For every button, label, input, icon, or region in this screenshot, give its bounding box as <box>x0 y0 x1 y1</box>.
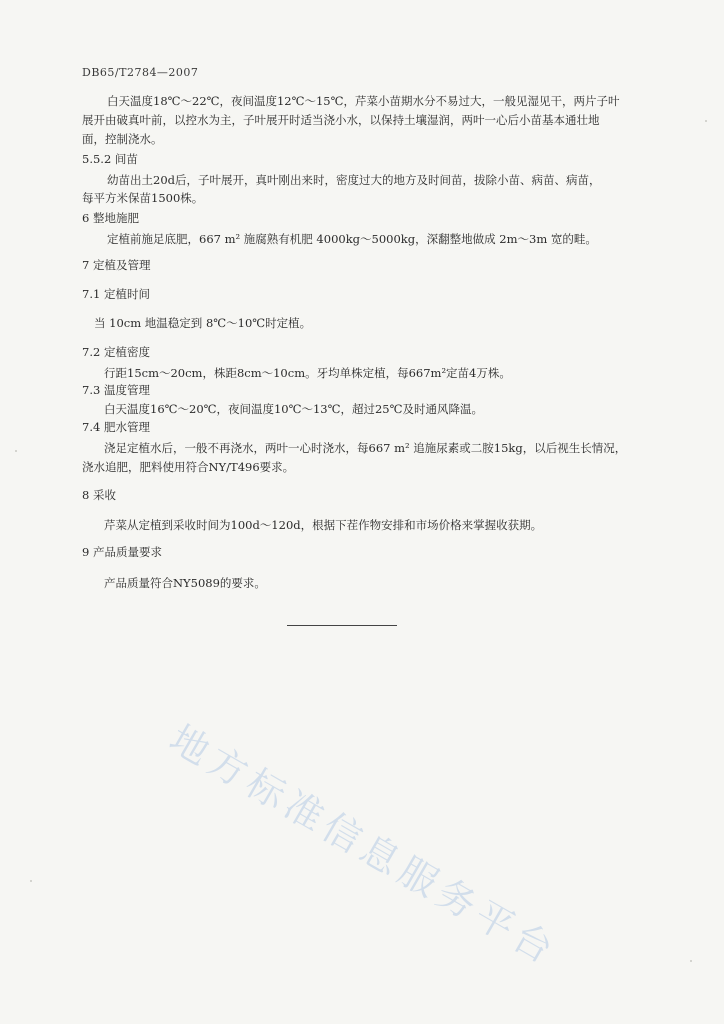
paragraph-line: 每平方米保苗1500株。 <box>82 191 204 205</box>
section-heading-7-1: 7.1 定植时间 <box>82 287 150 301</box>
section-heading-8: 8 采收 <box>82 488 116 502</box>
watermark: 地方标准信息服务平台 <box>162 716 566 975</box>
section-heading-9: 9 产品质量要求 <box>82 545 162 559</box>
section-heading-7: 7 定植及管理 <box>82 258 151 272</box>
section-heading-7-3: 7.3 温度管理 <box>82 383 150 397</box>
section-heading-7-4: 7.4 肥水管理 <box>82 420 150 434</box>
scan-speck <box>30 880 32 882</box>
paragraph-line: 产品质量符合NY5089的要求。 <box>104 576 266 590</box>
section-heading-6: 6 整地施肥 <box>82 211 139 225</box>
section-heading-5-5-2: 5.5.2 间苗 <box>82 152 138 166</box>
standard-code: DB65/T2784—2007 <box>82 66 199 79</box>
paragraph-line: 展开由破真叶前，以控水为主，子叶展开时适当浇小水，以保持土壤湿润，两叶一心后小苗基本通壮地 <box>82 113 600 127</box>
section-heading-7-2: 7.2 定植密度 <box>82 345 150 359</box>
end-rule <box>287 625 397 626</box>
paragraph-line: 行距15cm～20cm，株距8cm～10cm。牙均单株定植，每667m²定苗4万株。 <box>104 366 511 380</box>
paragraph-line: 定植前施足底肥，667 m² 施腐熟有机肥 4000kg～5000kg，深翻整地做成 2m～3m 宽的畦。 <box>107 232 597 246</box>
paragraph-line: 浇水追肥，肥料使用符合NY/T496要求。 <box>82 460 295 474</box>
scan-speck <box>690 960 692 962</box>
paragraph-line: 浇足定植水后，一般不再浇水，两叶一心时浇水，每667 m² 追施尿素或二胺15kg，以后视生长情况， <box>104 441 627 455</box>
paragraph-line: 芹菜从定植到采收时间为100d～120d，根据下茬作物安排和市场价格来掌握收获期。 <box>104 518 543 532</box>
paragraph-line: 当 10cm 地温稳定到 8℃～10℃时定植。 <box>94 316 312 330</box>
scan-speck <box>15 450 17 452</box>
scan-speck <box>705 120 707 122</box>
paragraph-line: 白天温度18℃～22℃，夜间温度12℃～15℃，芹菜小苗期水分不易过大，一般见湿见干，两片子叶 <box>107 94 620 108</box>
paragraph-line: 面，控制浇水。 <box>82 132 163 146</box>
paragraph-line: 白天温度16℃～20℃，夜间温度10℃～13℃，超过25℃及时通风降温。 <box>104 402 483 416</box>
paragraph-line: 幼苗出土20d后，子叶展开，真叶刚出来时，密度过大的地方及时间苗，拔除小苗、病苗、病苗， <box>107 173 601 187</box>
